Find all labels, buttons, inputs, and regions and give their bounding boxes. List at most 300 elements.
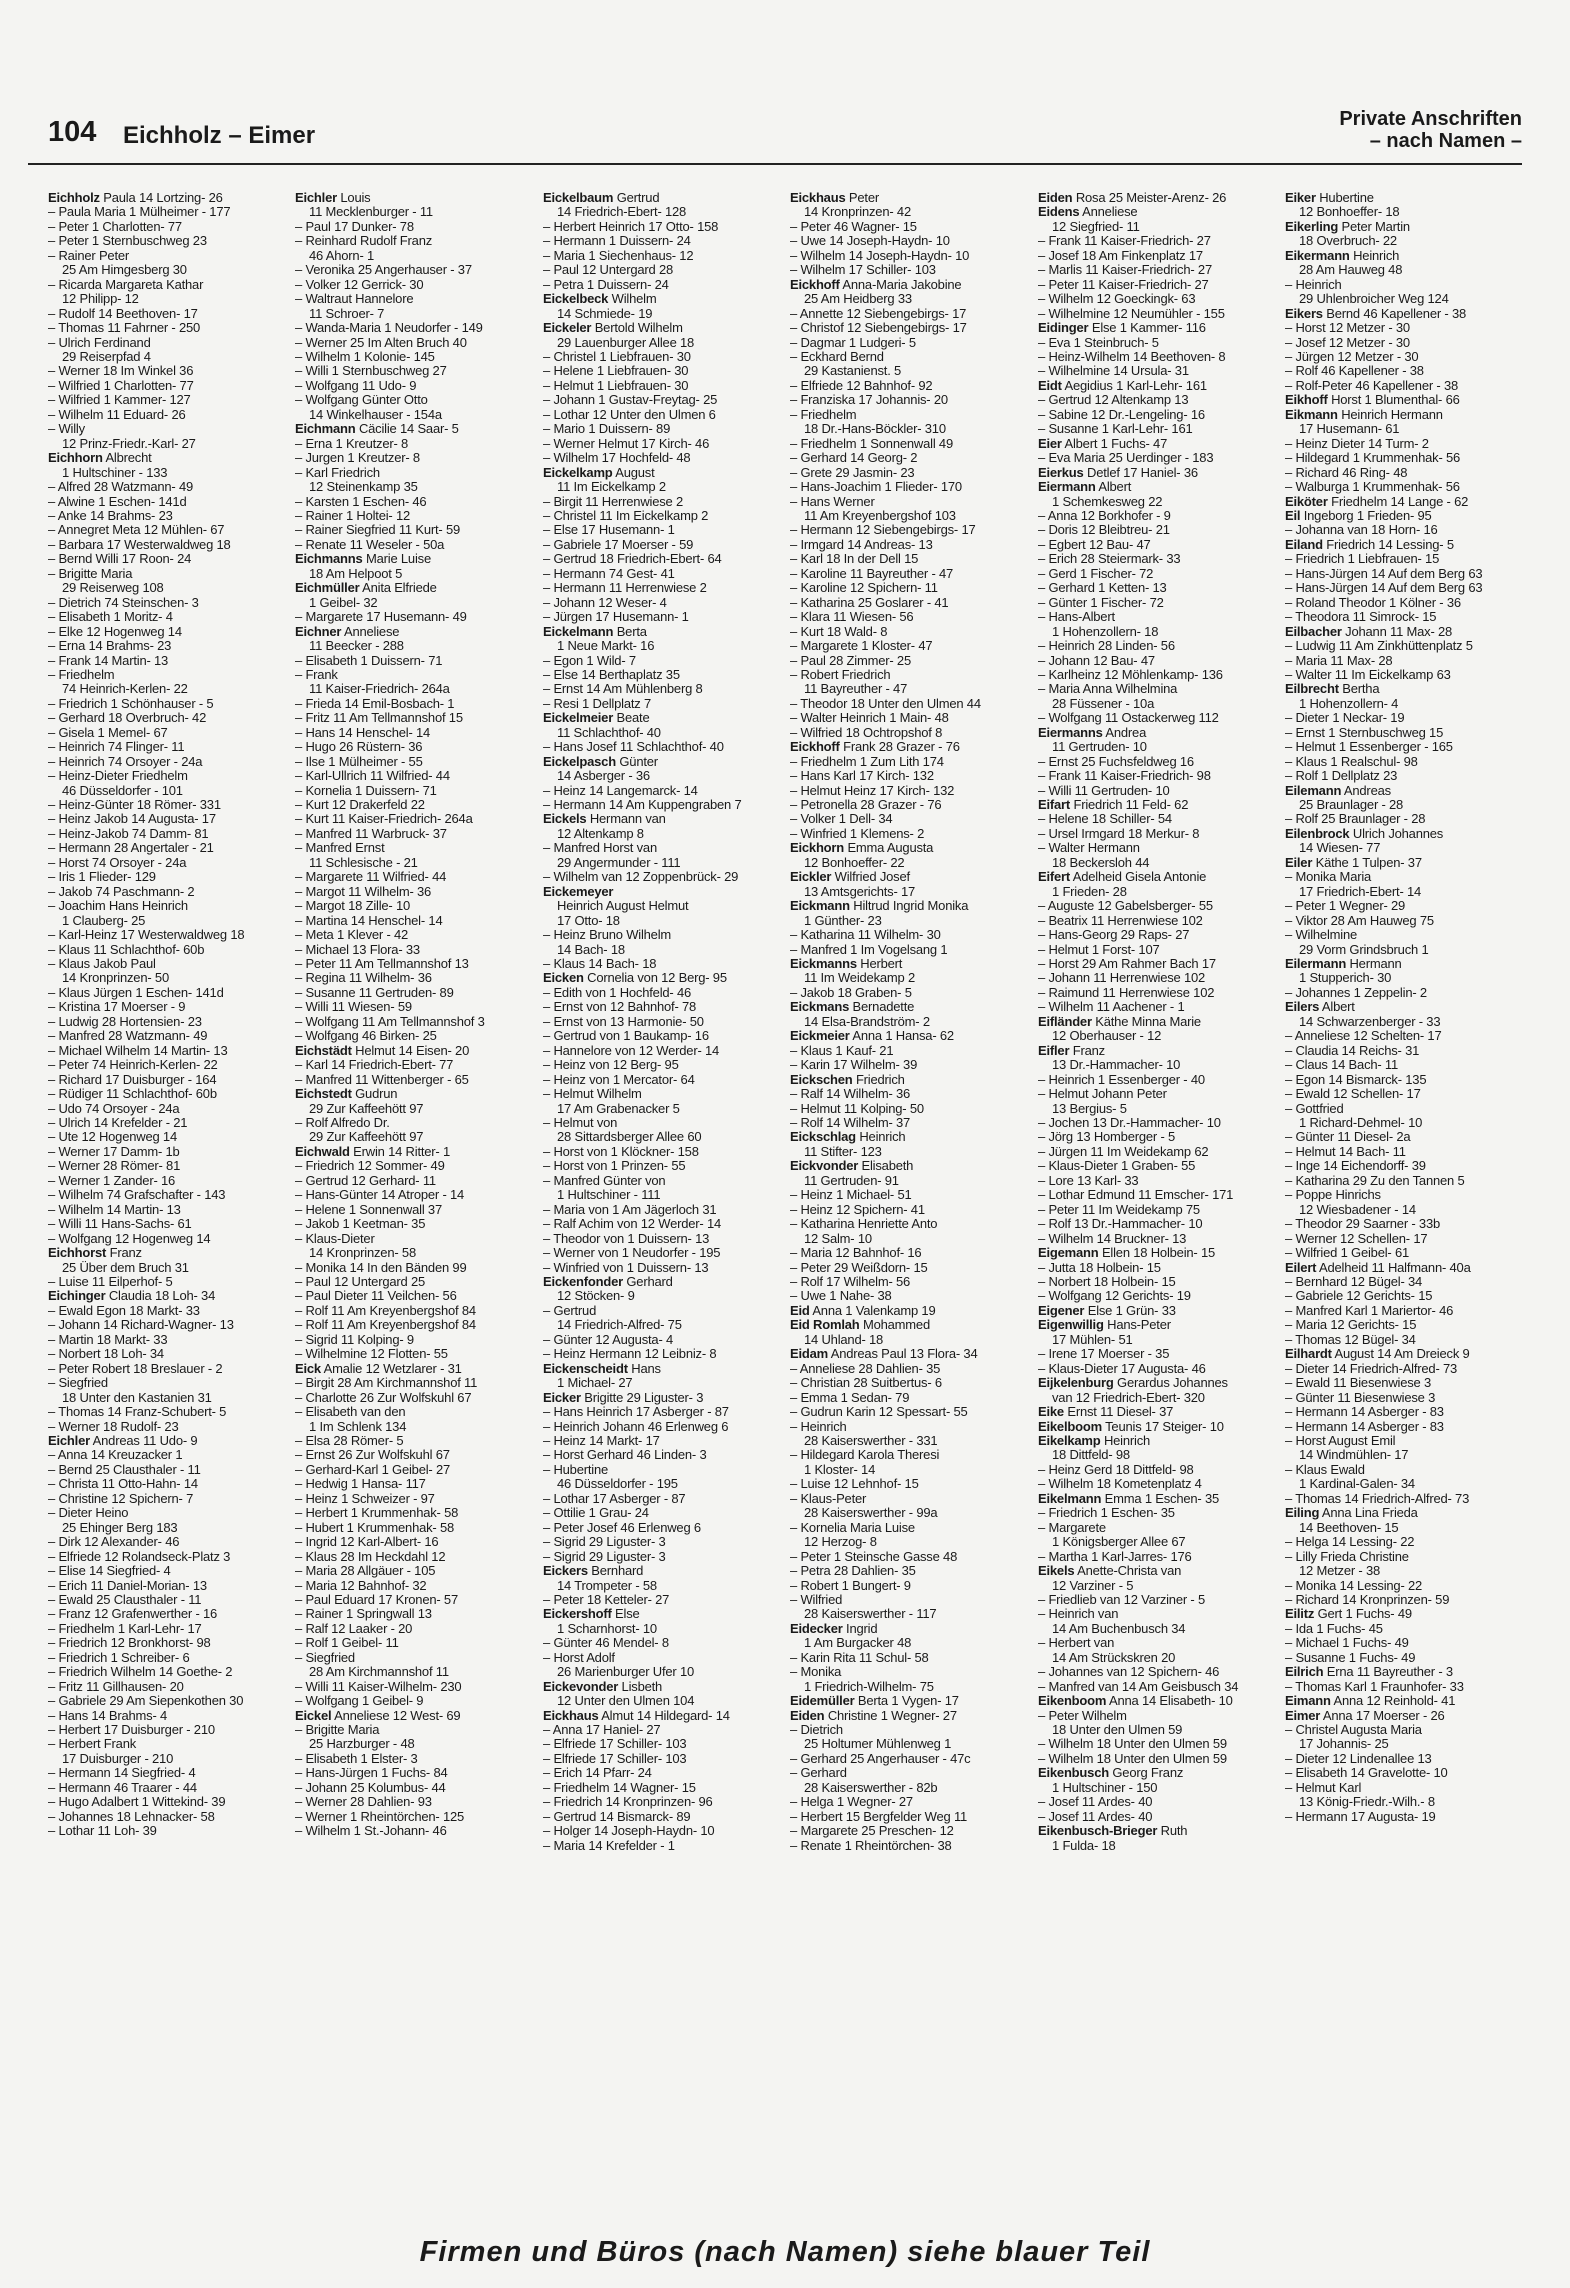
listing-line: [790, 350, 1030, 364]
listing-line: [48, 1694, 288, 1708]
listing-text: – Katharina 11 Wilhelm- 30: [790, 927, 941, 943]
listing-text: 1 Geibel- 32: [309, 594, 378, 610]
listing-line: [1038, 1188, 1278, 1202]
surname-heading: Eimann: [1285, 1693, 1331, 1709]
listing-line: [543, 1448, 783, 1462]
listing-text: – Rainer 1 Springwall 13: [295, 1606, 432, 1622]
listing-line: [1285, 191, 1525, 205]
listing-text: 46 Ahorn- 1: [309, 247, 375, 263]
listing-text: – Heinz von 1 Mercator- 64: [543, 1071, 695, 1087]
surname-heading: Eiden: [1038, 191, 1073, 205]
listing-text: – Hans 14 Henschel- 14: [295, 724, 431, 740]
listing-line: [295, 1737, 535, 1751]
listing-text: Horst 1 Blumenthal- 66: [1331, 392, 1460, 408]
listing-text: – Monika 14 In den Bänden 99: [295, 1259, 467, 1275]
listing-line: [790, 220, 1030, 234]
listing-text: – Wilhelm 18 Unter den Ulmen 59: [1038, 1750, 1227, 1766]
listing-text: – Frank 11 Kaiser-Friedrich- 27: [1038, 233, 1211, 249]
listing-text: Adelheid 11 Halfmann- 40a: [1319, 1259, 1471, 1275]
listing-text: – Klaus-Dieter 1 Graben- 55: [1038, 1158, 1196, 1174]
listing-text: – Rainer Siegfried 11 Kurt- 59: [295, 522, 461, 538]
listing-text: – Susanne 1 Karl-Lehr- 161: [1038, 421, 1193, 437]
listing-text: – Martina 14 Henschel- 14: [295, 912, 443, 928]
listing-line: [790, 1275, 1030, 1289]
surname-heading: Eiden: [790, 1707, 825, 1723]
listing-text: 12 Stöcken- 9: [557, 1288, 635, 1304]
surname-heading: Eikenboom: [1038, 1693, 1107, 1709]
surname-heading: Eichhorn: [48, 450, 103, 466]
listing-line: [790, 1579, 1030, 1593]
listing-line: [1038, 1665, 1278, 1679]
listing-line: [543, 466, 783, 480]
listing-line: [1285, 885, 1525, 899]
listing-line: [295, 971, 535, 985]
listing-text: – Karin 17 Wilhelm- 39: [790, 1057, 918, 1073]
listing-line: [1285, 249, 1525, 263]
listing-text: – Hans Werner: [790, 493, 875, 509]
listing-line: [48, 1795, 288, 1809]
listing-line: [1285, 364, 1525, 378]
surname-heading: Eickers: [543, 1563, 588, 1579]
listing-line: [543, 350, 783, 364]
listing-text: – Rolf 11 Am Kreyenbergshof 84: [295, 1317, 476, 1333]
surname-heading: Eimer: [1285, 1707, 1321, 1723]
listing-line: [295, 408, 535, 422]
listing-text: 18 Unter den Ulmen 59: [1052, 1722, 1183, 1738]
listing-text: – Heinrich 1 Essenberger - 40: [1038, 1071, 1205, 1087]
listing-text: 25 Ehinger Berg 183: [62, 1519, 178, 1535]
listing-text: – Bernd 25 Clausthaler - 11: [48, 1461, 201, 1477]
listing-line: [790, 1376, 1030, 1390]
surname-heading: Eidam: [790, 1346, 829, 1362]
listing-text: – Frank: [295, 666, 338, 682]
listing-line: [1038, 379, 1278, 393]
listing-line: [1285, 1333, 1525, 1347]
listing-line: [1285, 1636, 1525, 1650]
listing-text: 12 Bonhoeffer- 22: [804, 854, 905, 870]
listing-line: [543, 769, 783, 783]
listing-text: – Klaus 28 Im Heckdahl 12: [295, 1548, 446, 1564]
listing-line: [790, 495, 1030, 509]
listing-text: – Martha 1 Karl-Jarres- 176: [1038, 1548, 1192, 1564]
listing-text: – Wilhelm 1 St.-Johann- 46: [295, 1823, 447, 1839]
listing-line: [295, 220, 535, 234]
surname-heading: Eickenfonder: [543, 1273, 623, 1289]
listing-text: – Wilhelm 17 Hochfeld- 48: [543, 450, 691, 466]
listing-text: – Heinrich 28 Linden- 56: [1038, 638, 1175, 654]
listing-text: – Werner Helmut 17 Kirch- 46: [543, 435, 710, 451]
listing-line: [48, 249, 288, 263]
listing-text: – Sabine 12 Dr.-Lengeling- 16: [1038, 406, 1205, 422]
listing-line: [790, 1159, 1030, 1173]
listing-line: [543, 1116, 783, 1130]
listing-text: 14 Windmühlen- 17: [1299, 1447, 1409, 1463]
listing-text: – Rolf 1 Geibel- 11: [295, 1635, 399, 1651]
listing-line: [790, 1434, 1030, 1448]
listing-line: [1038, 1766, 1278, 1780]
listing-text: – Lore 13 Karl- 33: [1038, 1172, 1139, 1188]
listing-text: – Wolfgang 11 Am Tellmannshof 3: [295, 1013, 485, 1029]
listing-line: [48, 1680, 288, 1694]
listing-text: – Maria Anna Wilhelmina: [1038, 681, 1178, 697]
listing-text: Andreas 11 Udo- 9: [92, 1432, 198, 1448]
listing-text: – Peter 11 Am Tellmannshof 13: [295, 956, 469, 972]
listing-text: Else 1 Kammer- 116: [1091, 320, 1206, 336]
listing-text: – Jakob 18 Graben- 5: [790, 984, 912, 1000]
listing-line: [48, 1593, 288, 1607]
listing-line: [48, 668, 288, 682]
page-header: [28, 100, 1522, 160]
listing-text: Anna Lina Frieda: [1321, 1505, 1418, 1521]
surname-heading: Eikels: [1038, 1563, 1075, 1579]
listing-text: – Herbert Frank: [48, 1736, 137, 1752]
listing-text: Anneliese: [344, 623, 400, 639]
listing-text: – Wolfgang 12 Hogenweg 14: [48, 1230, 211, 1246]
listing-line: [790, 928, 1030, 942]
listing-text: – Hugo Adalbert 1 Wittekind- 39: [48, 1794, 226, 1810]
listing-line: [790, 755, 1030, 769]
listing-text: – Erich 14 Pfarr- 24: [543, 1765, 652, 1781]
listing-text: 28 Kaiserswerther - 82b: [804, 1779, 938, 1795]
listing-line: [48, 581, 288, 595]
listing-line: [1285, 205, 1525, 219]
listing-text: 29 Uhlenbroicher Weg 124: [1299, 291, 1449, 307]
listing-line: [543, 1680, 783, 1694]
listing-line: [1285, 1130, 1525, 1144]
listing-line: [48, 841, 288, 855]
listing-line: [1038, 711, 1278, 725]
listing-line: [48, 422, 288, 436]
listing-line: [1038, 682, 1278, 696]
listing-text: – Rolf Alfredo Dr.: [295, 1115, 390, 1130]
listing-text: 1 Hohenzollern- 18: [1052, 623, 1159, 639]
listing-text: – Hermann 12 Siebengebirgs- 17: [790, 522, 976, 538]
listing-line: [1285, 1159, 1525, 1173]
listing-line: [48, 523, 288, 537]
listing-line: [295, 1015, 535, 1029]
listing-line: [48, 278, 288, 292]
listing-text: – Inge 14 Eichendorff- 39: [1285, 1158, 1426, 1174]
listing-text: – Wilhelm 18 Kometenplatz 4: [1038, 1476, 1202, 1492]
listing-line: [48, 682, 288, 696]
listing-line: [1285, 1781, 1525, 1795]
listing-line: [48, 1405, 288, 1419]
listing-text: – Peter 1 Steinsche Gasse 48: [790, 1548, 958, 1564]
listing-text: Franz: [1072, 1042, 1105, 1058]
listing-text: – Karoline 12 Spichern- 11: [790, 580, 938, 596]
listing-line: [1038, 422, 1278, 436]
listing-text: Erwin 14 Ritter- 1: [353, 1143, 450, 1159]
listing-line: [1285, 408, 1525, 422]
listing-line: [1285, 1015, 1525, 1029]
listing-line: [1285, 292, 1525, 306]
listing-line: [295, 567, 535, 581]
listing-text: Heinrich Hermann: [1341, 406, 1443, 422]
listing-line: [295, 1622, 535, 1636]
listing-line: [295, 581, 535, 595]
listing-text: – Ewald 12 Schellen- 17: [1285, 1086, 1421, 1102]
listing-text: – Hugo 26 Rüstern- 36: [295, 739, 423, 755]
listing-text: August 14 Am Dreieck 9: [1334, 1346, 1470, 1362]
listing-line: [1038, 408, 1278, 422]
listing-text: – Monika 14 Lessing- 22: [1285, 1577, 1423, 1593]
listing-text: 28 Kaiserswerther - 99a: [804, 1505, 938, 1521]
listing-text: – Margot 18 Zille- 10: [295, 898, 411, 914]
listing-line: [295, 1318, 535, 1332]
listing-line: [790, 1824, 1030, 1838]
listing-text: – Hermann 74 Gest- 41: [543, 565, 675, 581]
listing-text: – Werner 28 Römer- 81: [48, 1158, 181, 1174]
listing-text: 1 Neue Markt- 16: [557, 638, 655, 654]
listing-line: [543, 697, 783, 711]
surname-heading: Eickler: [790, 869, 832, 885]
listing-text: Rosa 25 Meister-Arenz- 26: [1075, 191, 1227, 205]
listing-text: – Claus 14 Bach- 11: [1285, 1057, 1399, 1073]
listing-text: 13 Bergius- 5: [1052, 1100, 1127, 1116]
listing-line: [1038, 841, 1278, 855]
listing-line: [295, 1420, 535, 1434]
listing-line: [1285, 610, 1525, 624]
listing-text: – Helmut 1 Essenberger - 165: [1285, 739, 1453, 755]
listing-line: [1285, 625, 1525, 639]
listing-line: [48, 1000, 288, 1014]
surname-heading: Eickhaus: [543, 1707, 599, 1723]
listing-text: – Martin 18 Markt- 33: [48, 1331, 168, 1347]
listing-text: Anita Elfriede: [362, 580, 437, 596]
listing-text: – Peter 18 Ketteler- 27: [543, 1591, 670, 1607]
listing-line: [790, 278, 1030, 292]
listing-text: – Else 17 Husemann- 1: [543, 522, 675, 538]
listing-line: [1038, 523, 1278, 537]
listing-text: – Christian 28 Suitbertus- 6: [790, 1375, 942, 1391]
listing-text: – Werner 18 Im Winkel 36: [48, 363, 194, 379]
listing-line: [48, 856, 288, 870]
listing-line: [48, 1174, 288, 1188]
listing-line: [295, 350, 535, 364]
listing-line: [790, 1029, 1030, 1043]
listing-line: [790, 726, 1030, 740]
listing-text: – Heinz 1 Schweizer - 97: [295, 1490, 435, 1506]
listing-line: [1038, 625, 1278, 639]
listing-text: 17 Otto- 18: [557, 912, 620, 928]
listing-text: – Elisabeth 14 Gravelotte- 10: [1285, 1765, 1448, 1781]
listing-line: [790, 1694, 1030, 1708]
listing-line: [790, 567, 1030, 581]
listing-line: [1285, 914, 1525, 928]
listing-text: – Kurt 11 Kaiser-Friedrich- 264a: [295, 811, 473, 827]
listing-text: Friedrich 11 Feld- 62: [1073, 797, 1189, 813]
listing-text: – Wilhelm 11 Aachener - 1: [1038, 999, 1185, 1015]
listing-line: [543, 1506, 783, 1520]
listing-line: [543, 1564, 783, 1578]
listing-text: – Paul 12 Untergard 25: [295, 1273, 426, 1289]
surname-heading: Eikerling: [1285, 218, 1339, 234]
surname-heading: Eichler: [48, 1432, 90, 1448]
listing-line: [1285, 509, 1525, 523]
listing-line: [295, 1709, 535, 1723]
listing-text: – Hermann 14 Asberger - 83: [1285, 1418, 1444, 1434]
listing-text: – Walter Hermann: [1038, 840, 1140, 856]
listing-text: – Josef 11 Ardes- 40: [1038, 1794, 1153, 1810]
listing-line: [1285, 1420, 1525, 1434]
listing-text: 11 Bayreuther - 47: [804, 681, 908, 697]
listing-text: – Hans Josef 11 Schlachthof- 40: [543, 739, 724, 755]
listing-text: – Edith von 1 Hochfeld- 46: [543, 984, 692, 1000]
listing-text: 14 Schmiede- 19: [557, 305, 653, 321]
listing-line: [1038, 451, 1278, 465]
listing-text: – Ernst 1 Sternbuschweg 15: [1285, 724, 1444, 740]
listing-line: [1038, 1318, 1278, 1332]
surname-heading: Eidens: [1038, 204, 1080, 220]
listing-line: [295, 1304, 535, 1318]
listing-line: [48, 1318, 288, 1332]
listing-text: – Elisabeth 1 Elster- 3: [295, 1750, 418, 1766]
listing-line: [48, 1535, 288, 1549]
listing-line: [48, 1463, 288, 1477]
listing-text: Albert 1 Fuchs- 47: [1064, 435, 1168, 451]
listing-line: [48, 914, 288, 928]
listing-text: Andrea: [1105, 724, 1147, 740]
listing-line: [1285, 567, 1525, 581]
listing-line: [1038, 639, 1278, 653]
listing-text: 14 Kronprinzen- 50: [62, 970, 169, 986]
listing-line: [1285, 1362, 1525, 1376]
listing-text: – Ewald Egon 18 Markt- 33: [48, 1302, 200, 1318]
listing-line: [1038, 1275, 1278, 1289]
listing-line: [48, 1636, 288, 1650]
listing-text: 18 Am Helpoot 5: [309, 565, 403, 581]
listing-line: [1038, 278, 1278, 292]
listing-line: [295, 1564, 535, 1578]
listing-text: 17 Duisburger - 210: [62, 1750, 174, 1766]
surname-heading: Eier: [1038, 435, 1062, 451]
listing-text: – Thomas Karl 1 Fraunhofer- 33: [1285, 1678, 1464, 1694]
listing-text: 1 Im Schlenk 134: [309, 1418, 407, 1434]
listing-line: [1038, 1217, 1278, 1231]
listing-text: – Egon 1 Wild- 7: [543, 652, 636, 668]
listing-line: [543, 870, 783, 884]
listing-text: – Jutta 18 Holbein- 15: [1038, 1259, 1161, 1275]
listing-line: [1285, 1044, 1525, 1058]
listing-line: [543, 538, 783, 552]
listing-text: – Ralf 12 Laaker - 20: [295, 1620, 413, 1636]
listing-line: [295, 1145, 535, 1159]
listing-line: [48, 1492, 288, 1506]
surname-heading: Eierkus: [1038, 464, 1084, 480]
listing-line: [48, 1420, 288, 1434]
listing-text: – Horst Gerhard 46 Linden- 3: [543, 1447, 707, 1463]
listing-text: – Hans-Albert: [1038, 609, 1115, 625]
listing-text: 12 Wiesbadener - 14: [1299, 1201, 1416, 1217]
listing-line: [48, 321, 288, 335]
listing-text: 11 Schlesische - 21: [309, 854, 418, 870]
surname-heading: Eilermann: [1285, 956, 1347, 972]
listing-text: – Rolf 13 Dr.-Hammacher- 10: [1038, 1216, 1203, 1232]
listing-text: – Werner 1 Rheintörchen- 125: [295, 1808, 465, 1824]
surname-heading: Eickhaus: [790, 191, 846, 205]
listing-line: [1038, 437, 1278, 451]
listing-line: [790, 914, 1030, 928]
listing-line: [1285, 639, 1525, 653]
listing-text: 12 Philipp- 12: [62, 291, 139, 307]
listing-text: – Claudia 14 Reichs- 31: [1285, 1042, 1420, 1058]
listing-text: – Maria 1 Siechenhaus- 12: [543, 247, 694, 263]
listing-line: [790, 870, 1030, 884]
listing-text: – Sigrid 11 Kolping- 9: [295, 1331, 414, 1347]
listing-text: Hans: [631, 1360, 661, 1376]
listing-line: [1038, 1477, 1278, 1491]
listing-line: [48, 1145, 288, 1159]
listing-text: – Beatrix 11 Herrenwiese 102: [1038, 912, 1203, 928]
surname-heading: Eickels: [543, 811, 587, 827]
listing-text: Adelheid Gisela Antonie: [1072, 869, 1207, 885]
surname-heading: Eichwald: [295, 1143, 350, 1159]
listing-text: – Klaus Jakob Paul: [48, 956, 156, 972]
listing-line: [295, 668, 535, 682]
listing-text: – Poppe Hinrichs: [1285, 1187, 1381, 1203]
listing-text: – Renate 1 Rheintörchen- 38: [790, 1837, 952, 1853]
listing-text: Johann 11 Max- 28: [1345, 623, 1453, 639]
listing-text: August: [615, 464, 655, 480]
listing-line: [1038, 1261, 1278, 1275]
listing-text: – Wilhelm 14 Martin- 13: [48, 1201, 181, 1217]
listing-text: – Heinz 12 Spichern- 41: [790, 1201, 925, 1217]
listing-line: [295, 1680, 535, 1694]
listing-text: – Kurt 12 Drakerfeld 22: [295, 797, 425, 813]
listing-text: 29 Vorm Grindsbruch 1: [1299, 941, 1429, 957]
listing-line: [1285, 422, 1525, 436]
listing-text: – Heinz von 12 Berg- 95: [543, 1057, 679, 1073]
listing-text: Beate: [616, 710, 650, 726]
listing-text: – Wilhelm 18 Unter den Ulmen 59: [1038, 1736, 1227, 1752]
listing-text: – Johannes van 12 Spichern- 46: [1038, 1664, 1220, 1680]
listing-line: [790, 1347, 1030, 1361]
listing-line: [543, 364, 783, 378]
listing-text: – Auguste 12 Gabelsberger- 55: [1038, 898, 1213, 914]
listing-text: – Peter Robert 18 Breslauer - 2: [48, 1360, 223, 1376]
listing-text: 14 Am Buchenbusch 34: [1052, 1620, 1186, 1636]
listing-text: 11 Mecklenburger - 11: [309, 204, 433, 220]
listing-line: [295, 1535, 535, 1549]
listing-line: [295, 249, 535, 263]
listing-text: – Gerhard-Karl 1 Geibel- 27: [295, 1461, 451, 1477]
listing-text: – Friedhelm: [790, 406, 857, 422]
listing-text: – Klaus 1 Kauf- 21: [790, 1042, 894, 1058]
listing-text: – Horst August Emil: [1285, 1432, 1396, 1448]
listing-line: [48, 1347, 288, 1361]
listing-line: [48, 625, 288, 639]
listing-line: [1038, 263, 1278, 277]
listing-line: [543, 292, 783, 306]
listing-line: [1285, 1680, 1525, 1694]
surname-heading: Eidemüller: [790, 1693, 855, 1709]
listing-text: – Heinz Gerd 18 Dittfeld- 98: [1038, 1461, 1194, 1477]
listing-line: [790, 480, 1030, 494]
listing-line: [1038, 870, 1278, 884]
listing-line: [295, 1130, 535, 1144]
listing-line: [1038, 1391, 1278, 1405]
listing-line: [48, 1261, 288, 1275]
listing-line: [295, 1607, 535, 1621]
listing-line: [790, 1795, 1030, 1809]
surname-heading: Eickelmann: [543, 623, 614, 639]
listing-line: [790, 393, 1030, 407]
listing-text: – Ilse 1 Mülheimer - 55: [295, 753, 423, 769]
listing-text: 14 Trompeter - 58: [557, 1577, 657, 1593]
listing-text: 28 Am Hauweg 48: [1299, 262, 1403, 278]
listing-text: 11 Beecker - 288: [309, 638, 404, 654]
listing-text: 1 Hultschiner - 133: [62, 464, 168, 480]
